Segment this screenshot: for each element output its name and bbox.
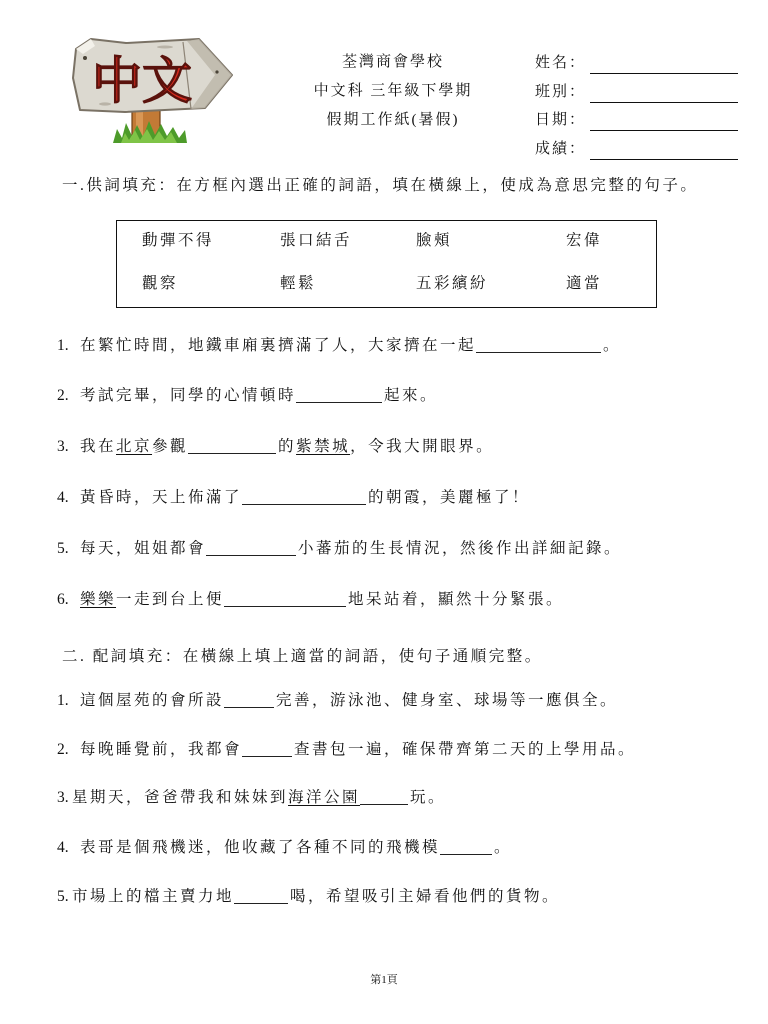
question-text: 。 — [603, 337, 622, 354]
question-text: 考試完畢，同學的心情頓時 — [80, 387, 297, 404]
question-number: 4. — [57, 839, 69, 856]
nail-mark — [83, 56, 87, 60]
date-line — [590, 130, 738, 131]
question-text: 小蕃茄的生長情況，然後作出詳細記錄。 — [298, 540, 623, 557]
question-text: 一走到台上便 — [116, 591, 225, 608]
question-number: 6. — [57, 591, 69, 608]
question-text: 起來。 — [384, 387, 439, 404]
question-text: 表哥是個飛機迷，他收藏了各種不同的飛機模 — [80, 839, 441, 856]
question-number: 3. — [57, 438, 69, 455]
logo-text: 中文 — [92, 53, 192, 109]
question-number: 1. — [57, 337, 69, 354]
word-fill-question-4 — [57, 838, 512, 858]
fill-in-question-4 — [57, 488, 530, 508]
word-fill-question-3 — [57, 788, 446, 808]
answer-blank — [188, 453, 276, 454]
section-2-instruction: 二. 配詞填充：在橫線上填上適當的詞語，使句子通順完整。 — [62, 648, 543, 665]
question-number: 4. — [57, 489, 69, 506]
question-text: 市場上的檔主賣力地 — [72, 888, 235, 905]
proper-noun-underlined: 紫禁城 — [296, 438, 351, 455]
question-text: 參觀 — [152, 438, 189, 455]
word-bank-item: 觀察 — [142, 275, 179, 292]
word-fill-question-1 — [57, 691, 618, 711]
word-bank-item: 動彈不得 — [142, 232, 215, 249]
question-text: 完善，游泳池、健身室、球場等一應俱全。 — [276, 692, 619, 709]
answer-blank — [360, 804, 408, 805]
board-texture — [157, 46, 173, 49]
question-number: 5. — [57, 888, 69, 905]
word-fill-question-5 — [57, 887, 560, 907]
answer-blank — [224, 707, 274, 708]
worksheet-title: 假期工作紙(暑假) — [326, 112, 460, 128]
proper-noun-underlined: 樂樂 — [80, 591, 117, 608]
fill-in-question-5 — [57, 539, 622, 559]
proper-noun-underlined: 北京 — [116, 438, 153, 455]
word-bank-item: 臉頰 — [416, 232, 453, 249]
question-text: 星期天，爸爸帶我和妹妹到 — [72, 789, 289, 806]
fill-in-question-2 — [57, 386, 438, 406]
word-bank-box — [116, 220, 657, 308]
question-number: 3. — [57, 789, 69, 806]
answer-blank — [234, 903, 288, 904]
question-number: 5. — [57, 540, 69, 557]
word-bank-item: 張口結舌 — [280, 232, 353, 249]
date-label: 日期： — [535, 112, 587, 128]
question-text: 每天，姐姐都會 — [80, 540, 207, 557]
question-text: 每晚睡覺前，我都會 — [80, 741, 243, 758]
question-number: 2. — [57, 387, 69, 404]
question-text: ，令我大開眼界。 — [350, 438, 495, 455]
question-text: 。 — [494, 839, 513, 856]
page-number: 第1頁 — [370, 974, 398, 986]
question-text: 在繁忙時間，地鐵車廂裏擠滿了人，大家擠在一起 — [80, 337, 477, 354]
question-text: 玩。 — [410, 789, 447, 806]
class-line — [590, 102, 738, 103]
school-name: 荃灣商會學校 — [341, 54, 444, 70]
fill-in-question-6 — [57, 590, 564, 610]
answer-blank — [296, 402, 382, 403]
question-number: 1. — [57, 692, 69, 709]
class-label: 班別： — [535, 84, 587, 100]
answer-blank — [206, 555, 296, 556]
section-1-instruction: 一.供詞填充：在方框內選出正確的詞語，填在橫線上，使成為意思完整的句子。 — [62, 177, 699, 194]
question-text: 喝，希望吸引主婦看他們的貨物。 — [290, 888, 561, 905]
question-text: 地呆站着，顯然十分緊張。 — [348, 591, 565, 608]
signpost-logo — [65, 30, 240, 146]
question-text: 黃昏時，天上佈滿了 — [80, 489, 243, 506]
fill-in-question-3 — [57, 437, 494, 457]
word-bank-item: 適當 — [566, 275, 603, 292]
answer-blank — [242, 504, 366, 505]
answer-blank — [242, 756, 292, 757]
question-number: 2. — [57, 741, 69, 758]
proper-noun-underlined: 海洋公園 — [288, 789, 361, 806]
question-text: 我在 — [80, 438, 117, 455]
answer-blank — [440, 854, 492, 855]
answer-blank — [224, 606, 346, 607]
word-bank-item: 五彩繽紛 — [416, 275, 489, 292]
word-fill-question-2 — [57, 740, 636, 760]
nail-mark — [215, 70, 218, 73]
subject-grade: 中文科 三年級下學期 — [313, 83, 473, 99]
word-bank-item: 宏偉 — [566, 232, 603, 249]
score-line — [590, 159, 738, 160]
question-text: 的 — [278, 438, 297, 455]
question-text: 查書包一遍，確保帶齊第二天的上學用品。 — [294, 741, 637, 758]
name-label: 姓名： — [535, 55, 587, 71]
fill-in-question-1 — [57, 336, 621, 356]
answer-blank — [476, 352, 601, 353]
word-bank-item: 輕鬆 — [280, 275, 317, 292]
name-line — [590, 73, 738, 74]
question-text: 這個屋苑的會所設 — [80, 692, 225, 709]
score-label: 成績： — [535, 141, 587, 157]
question-text: 的朝霞，美麗極了！ — [368, 489, 531, 506]
